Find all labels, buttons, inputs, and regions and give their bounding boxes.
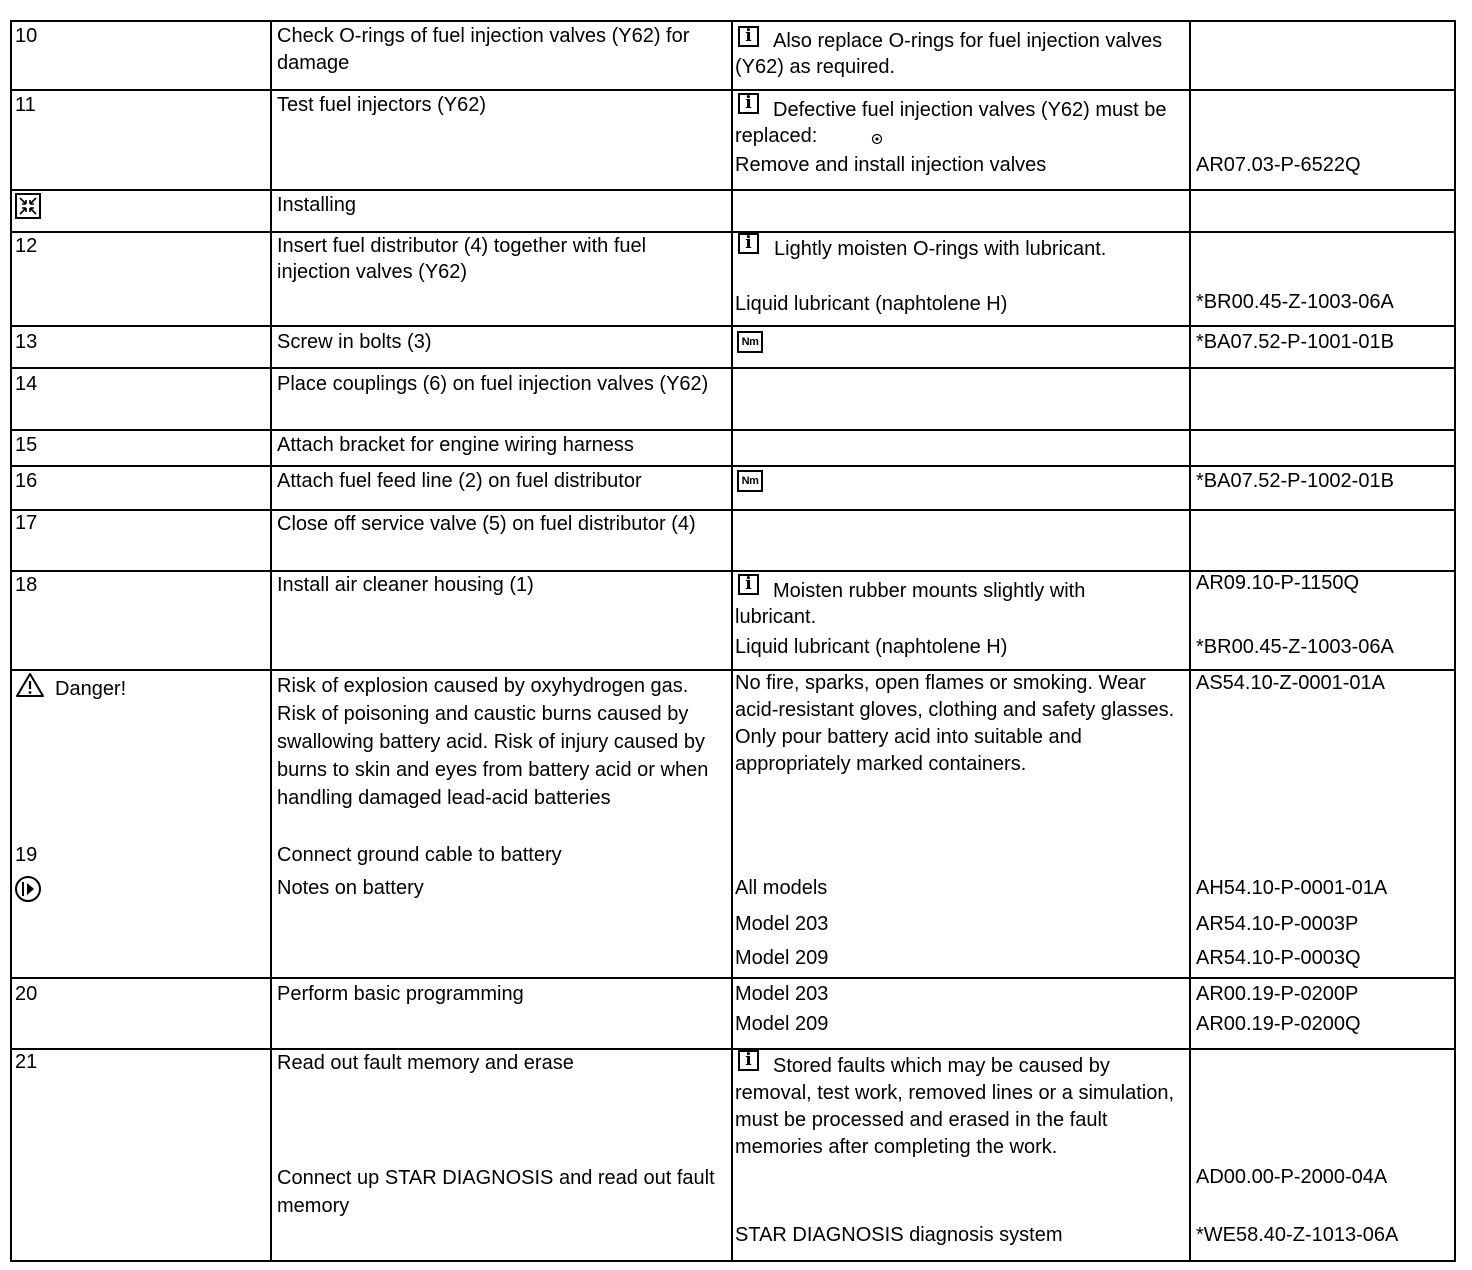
step-number: 12 <box>15 235 38 257</box>
step-number: 11 <box>15 94 36 116</box>
reference-code[interactable]: *BA07.52-P-1002-01B <box>1196 470 1394 492</box>
info-icon: i <box>738 233 759 254</box>
section-heading: Installing <box>277 194 356 216</box>
reference-code[interactable]: *BR00.45-Z-1003-06A <box>1196 291 1394 313</box>
step-action: Attach bracket for engine wiring harness <box>277 434 634 456</box>
column-divider <box>1189 20 1191 1262</box>
step-number: 18 <box>15 574 38 596</box>
step-action: Notes on battery <box>277 877 424 899</box>
reference-code[interactable]: AR00.19-P-0200P <box>1196 983 1359 1005</box>
column-divider <box>731 20 733 1262</box>
info-icon: i <box>738 93 759 114</box>
column-divider <box>270 20 272 1262</box>
row-divider <box>10 509 1456 511</box>
step-number: 14 <box>15 373 38 395</box>
column-divider <box>1454 20 1456 1262</box>
step-number: 13 <box>15 331 38 353</box>
info-icon: i <box>738 574 759 595</box>
reference-code[interactable]: AR07.03-P-6522Q <box>1196 154 1361 176</box>
model-label: Model 203 <box>735 913 829 935</box>
step-action: Insert fuel distributor (4) together with fuel injection valves (Y62) <box>277 235 647 283</box>
row-divider <box>10 325 1456 327</box>
row-divider <box>10 977 1456 979</box>
model-label: Model 209 <box>735 1013 829 1035</box>
tool-label: STAR DIAGNOSIS diagnosis system <box>735 1224 1063 1246</box>
step-action: Place couplings (6) on fuel injection valves (Y62) <box>277 373 709 395</box>
installing-icon <box>15 193 41 219</box>
step-number: 19 <box>15 844 38 866</box>
sub-note: Liquid lubricant (naphtolene H) <box>735 636 1008 658</box>
reference-code[interactable]: AD00.00-P-2000-04A <box>1196 1166 1388 1188</box>
sub-note: Remove and install injection valves <box>735 154 1047 176</box>
reference-code[interactable]: AR09.10-P-1150Q <box>1196 572 1360 594</box>
step-note: Lightly moisten O-rings with lubricant. <box>774 238 1107 260</box>
reference-code[interactable]: AR00.19-P-0200Q <box>1196 1013 1361 1035</box>
step-action: Test fuel injectors (Y62) <box>277 94 486 116</box>
notes-icon <box>14 875 42 903</box>
step-note: Defective fuel injection valves (Y62) must be replaced: <box>735 99 1167 147</box>
danger-description: Risk of explosion caused by oxyhydrogen gas. Risk of poisoning and caustic burns caused by swallowing battery acid. Risk of injury caused by burns to skin and eyes from battery acid or when handling damaged lead-acid batteries <box>277 675 709 809</box>
step-number: 10 <box>15 25 38 47</box>
sub-note: Liquid lubricant (naphtolene H) <box>735 293 1008 315</box>
step-action: Perform basic programming <box>277 983 524 1005</box>
reference-code[interactable]: *BR00.45-Z-1003-06A <box>1196 636 1394 658</box>
reference-code[interactable]: AH54.10-P-0001-01A <box>1196 877 1388 899</box>
reference-code[interactable]: *WE58.40-Z-1013-06A <box>1196 1224 1399 1246</box>
reference-link-icon[interactable] <box>871 133 883 145</box>
step-number: 21 <box>15 1051 38 1073</box>
row-divider <box>10 1260 1456 1262</box>
column-divider <box>10 20 12 1262</box>
row-divider <box>10 189 1456 191</box>
step-action: Screw in bolts (3) <box>277 331 432 353</box>
danger-precautions: No fire, sparks, open flames or smoking. Wear acid-resistant gloves, clothing and safety glasses. Only pour battery acid into suitable and appropriately marked containers. <box>735 672 1175 775</box>
model-label: Model 203 <box>735 983 829 1005</box>
step-note: Moisten rubber mounts slightly with lubricant. <box>735 580 1086 628</box>
row-divider <box>10 89 1456 91</box>
step-note: Also replace O-rings for fuel injection valves (Y62) as required. <box>735 30 1163 78</box>
danger-label: Danger! <box>55 678 127 700</box>
model-label: Model 209 <box>735 947 829 969</box>
reference-code[interactable]: AS54.10-Z-0001-01A <box>1196 672 1386 694</box>
info-icon: i <box>738 1050 759 1071</box>
torque-icon: Nm <box>737 470 763 492</box>
step-note: Stored faults which may be caused by removal, test work, removed lines or a simulation, must be processed and erased in the fault memories after completing the work. <box>735 1055 1175 1158</box>
row-divider <box>10 231 1456 233</box>
reference-code[interactable]: AR54.10-P-0003Q <box>1196 947 1361 969</box>
warning-triangle-icon <box>15 672 45 698</box>
row-divider <box>10 20 1456 22</box>
step-action: Install air cleaner housing (1) <box>277 574 534 596</box>
step-action: Check O-rings of fuel injection valves (Y62) for damage <box>277 25 690 74</box>
row-divider <box>10 465 1456 467</box>
row-divider <box>10 1048 1456 1050</box>
row-divider <box>10 367 1456 369</box>
step-number: 15 <box>15 434 38 456</box>
step-action: Read out fault memory and erase <box>277 1052 574 1074</box>
step-action: Attach fuel feed line (2) on fuel distributor <box>277 470 642 492</box>
model-label: All models <box>735 877 828 899</box>
reference-code[interactable]: AR54.10-P-0003P <box>1196 913 1359 935</box>
step-action: Connect ground cable to battery <box>277 844 562 866</box>
step-action: Close off service valve (5) on fuel distributor (4) <box>277 513 696 535</box>
torque-icon: Nm <box>737 331 763 353</box>
sub-action: Connect up STAR DIAGNOSIS and read out fault memory <box>277 1167 715 1217</box>
step-number: 17 <box>15 512 38 534</box>
reference-code[interactable]: *BA07.52-P-1001-01B <box>1196 331 1394 353</box>
row-divider <box>10 429 1456 431</box>
step-number: 16 <box>15 470 38 492</box>
info-icon: i <box>738 26 759 47</box>
step-number: 20 <box>15 983 38 1005</box>
